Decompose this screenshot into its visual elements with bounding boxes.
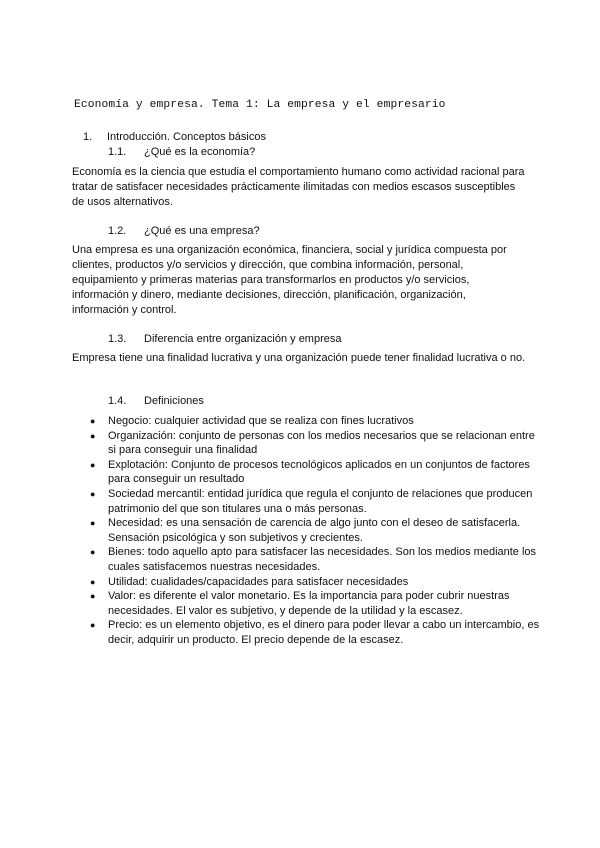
list-item [72, 516, 542, 545]
definition-text: Valor: es diferente el valor monetario. Es la importancia para poder cubrir nuestras necesidades. El valor es subjetivo, y depende de la utilidad y la escasez. [108, 590, 510, 617]
list-item [72, 414, 542, 429]
bullet-icon: ● [90, 518, 96, 529]
list-item [72, 458, 542, 487]
bullet-icon: ● [90, 576, 96, 587]
bullet-icon: ● [90, 620, 96, 631]
definition-text: Explotación: Conjunto de procesos tecnológicos aplicados en un conjuntos de factores para conseguir un resultado [108, 458, 530, 486]
list-item [72, 429, 542, 458]
definitions-list [72, 414, 542, 648]
definition-text: Sociedad mercantil: entidad jurídica que regula el conjunto de relaciones que producen patrimonio del que son titulares una o más personas. [108, 487, 533, 515]
definition-text: Bienes: todo aquello apto para satisfacer las necesidades. Son los medios mediante los cuales satisfacemos nuestras necesidades. [108, 546, 537, 573]
list-item [72, 487, 542, 516]
paragraph-empresa: Una empresa es una organización económica, financiera, social y jurídica compuesta por clientes, productos y/o servicios y dirección, que combina información, personal, equipamiento y primeras materias para transformarlos en productos y/o servicios, información y dinero, mediante decisiones, dirección, planificación, organización, información y control. [72, 244, 507, 316]
subsection-title: Definiciones [144, 395, 204, 407]
document-title: Economía y empresa. Tema 1: La empresa y el empresario [74, 99, 446, 111]
definition-text: Utilidad: cualidades/capacidades para satisfacer necesidades [108, 575, 409, 588]
definition-text: Organización: conjunto de personas con los medios necesarios que se relacionan entre si para conseguir una finalidad [108, 429, 535, 457]
paragraph-economia: Economía es la ciencia que estudia el comportamiento humano como actividad racional para tratar de satisfacer necesidades prácticamente ilimitadas con medios escasos susceptibles de usos alternativos. [72, 166, 525, 208]
subsection-title: Diferencia entre organización y empresa [144, 333, 342, 345]
bullet-icon: ● [90, 591, 96, 602]
list-item [72, 545, 542, 574]
list-item [72, 618, 542, 647]
list-item [72, 589, 542, 618]
subsection-title: ¿Qué es la economía? [144, 146, 256, 158]
bullet-icon: ● [90, 488, 96, 499]
bullet-icon: ● [90, 430, 96, 441]
definition-text: Precio: es un elemento objetivo, es el dinero para poder llevar a cabo un intercambio, es decir, adquirir un producto. El precio depende de la escasez. [108, 619, 540, 646]
subsection-title: ¿Qué es una empresa? [144, 225, 260, 237]
section-title: Introducción. Conceptos básicos [107, 131, 266, 143]
definition-text: Necesidad: es una sensación de carencia de algo junto con el deseo de satisfacerla. Sensación psicológica y son subjetivos y crecientes. [108, 517, 521, 544]
subsection-number: 1.3. [108, 333, 127, 345]
bullet-icon: ● [90, 547, 96, 558]
list-item [72, 575, 542, 590]
subsection-number: 1.4. [108, 395, 127, 407]
subsection-number: 1.2. [108, 225, 127, 237]
bullet-icon: ● [90, 416, 96, 426]
paragraph-diferencia: Empresa tiene una finalidad lucrativa y una organización puede tener finalidad lucrativa o no. [72, 352, 526, 364]
subsection-number: 1.1. [108, 146, 127, 158]
bullet-icon: ● [90, 459, 96, 470]
section-number: 1. [83, 131, 93, 143]
definition-text: Negocio: cualquier actividad que se realiza con fines lucrativos [108, 415, 414, 427]
